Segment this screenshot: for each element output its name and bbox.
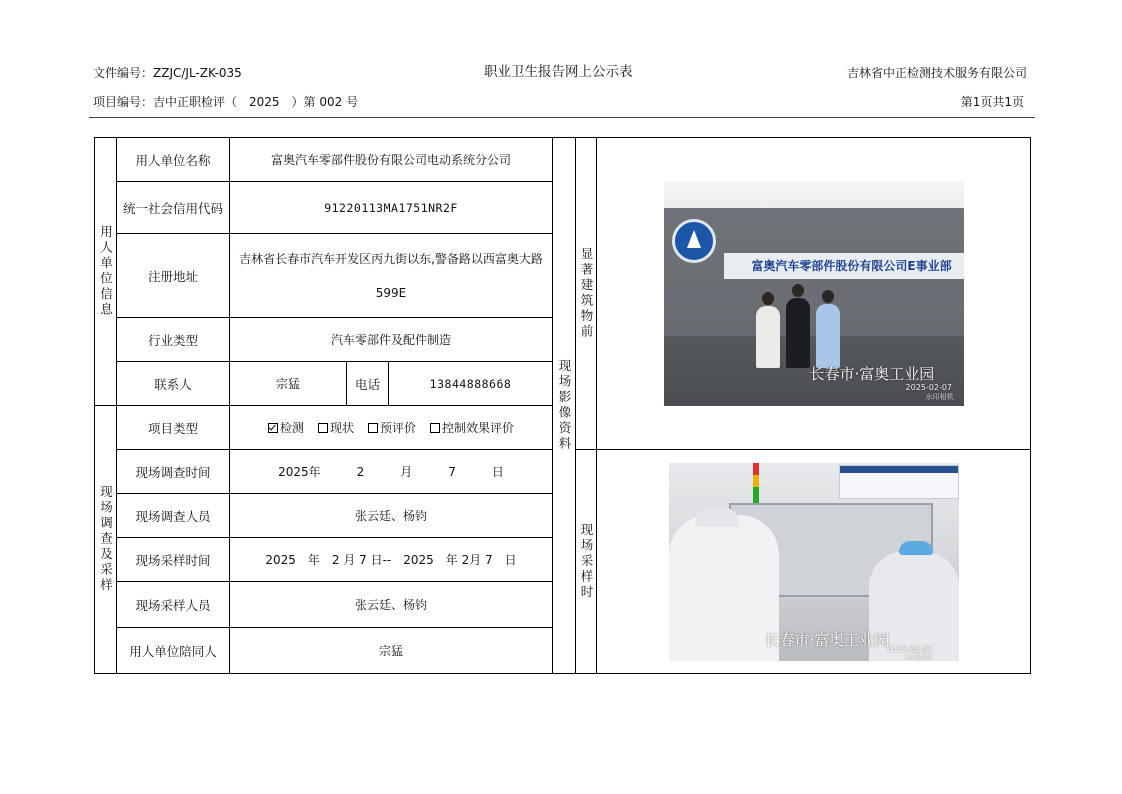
photo1-label: 显著建筑物前 — [576, 138, 597, 450]
person-figure — [816, 304, 840, 368]
project-type-inspection[interactable]: 检测 — [268, 419, 304, 436]
info-board — [839, 465, 959, 499]
person-figure — [756, 306, 780, 368]
checkbox-empty-icon[interactable] — [318, 423, 328, 433]
phone-label: 电话 — [347, 362, 389, 406]
surveyors: 张云廷、杨钧 — [230, 494, 553, 538]
project-type-control-effect[interactable]: 控制效果评价 — [430, 419, 514, 436]
credit-code: 91220113MA1751NR2F — [230, 182, 553, 234]
address: 吉林省长春市汽车开发区丙九街以东,警备路以西富奥大路599E — [230, 234, 553, 318]
worker-figure — [669, 515, 779, 661]
project-type-label: 项目类型 — [117, 406, 230, 450]
sampling-time-label: 现场采样时间 — [117, 538, 230, 582]
photo1-sign-text: 富奥汽车零部件股份有限公司E事业部 — [724, 253, 964, 279]
photo2-watermark-date: 2025-02-07 — [886, 644, 934, 654]
project-type-status[interactable]: 现状 — [318, 419, 354, 436]
header-divider — [89, 117, 1035, 118]
sampling-time: 2025 年 2 月 7 日-- 2025 年 2月 7 日 — [230, 538, 553, 582]
photo2-watermark-cam: 水印相机 — [904, 653, 933, 661]
photo2-label: 现场采样时 — [576, 450, 597, 674]
samplers: 张云廷、杨钧 — [230, 582, 553, 628]
employer-section-heading: 用人单位信息 — [95, 138, 117, 406]
surveyors-label: 现场调查人员 — [117, 494, 230, 538]
photo1-cell — [597, 138, 1031, 450]
survey-time-label: 现场调查时间 — [117, 450, 230, 494]
industry-label: 行业类型 — [117, 318, 230, 362]
survey-section-heading: 现场调查及采样 — [95, 406, 117, 674]
escort: 宗猛 — [230, 628, 553, 674]
photo1-watermark-date: 2025-02-07 — [905, 383, 953, 392]
checkbox-checked-icon[interactable] — [268, 423, 278, 433]
project-type-options — [230, 406, 553, 450]
photo2-watermark: 长春市·富奥工业园 — [764, 630, 890, 649]
signal-lamp — [753, 463, 759, 503]
escort-label: 用人单位陪同人 — [117, 628, 230, 674]
employer-name: 富奥汽车零部件股份有限公司电动系统分公司 — [230, 138, 553, 182]
phone: 13844888668 — [389, 362, 553, 406]
photo-sampling-onsite — [669, 463, 959, 661]
company-name: 吉林省中正检测技术服务有限公司 — [846, 66, 1027, 80]
industry: 汽车零部件及配件制造 — [230, 318, 553, 362]
page-indicator: 第1页共1页 — [960, 95, 1024, 109]
checkbox-empty-icon[interactable] — [368, 423, 378, 433]
samplers-label: 现场采样人员 — [117, 582, 230, 628]
project-number: 项目编号：吉中正职检评（ 2025 ）第 002 号 — [93, 95, 359, 109]
doc-number: 文件编号：ZZJC/JL-ZK-035 — [93, 66, 242, 80]
disclosure-table — [94, 137, 1031, 674]
form-title: 职业卫生报告网上公示表 — [484, 64, 633, 80]
image-section-heading: 现场影像资料 — [553, 138, 576, 674]
credit-code-label: 统一社会信用代码 — [117, 182, 230, 234]
project-type-pre-evaluation[interactable]: 预评价 — [368, 419, 416, 436]
photo2-cell — [597, 450, 1031, 674]
address-label: 注册地址 — [117, 234, 230, 318]
checkbox-empty-icon[interactable] — [430, 423, 440, 433]
contact-label: 联系人 — [117, 362, 230, 406]
employer-name-label: 用人单位名称 — [117, 138, 230, 182]
contact: 宗猛 — [230, 362, 347, 406]
photo1-watermark-cam: 水印相机 — [925, 393, 954, 401]
photo-building-front — [664, 181, 964, 406]
company-logo-icon — [672, 219, 716, 263]
photo1-watermark: 长春市·富奥工业园 — [809, 365, 935, 383]
survey-time: 2025年 2 月 7 日 — [230, 450, 553, 494]
person-figure — [786, 298, 810, 368]
